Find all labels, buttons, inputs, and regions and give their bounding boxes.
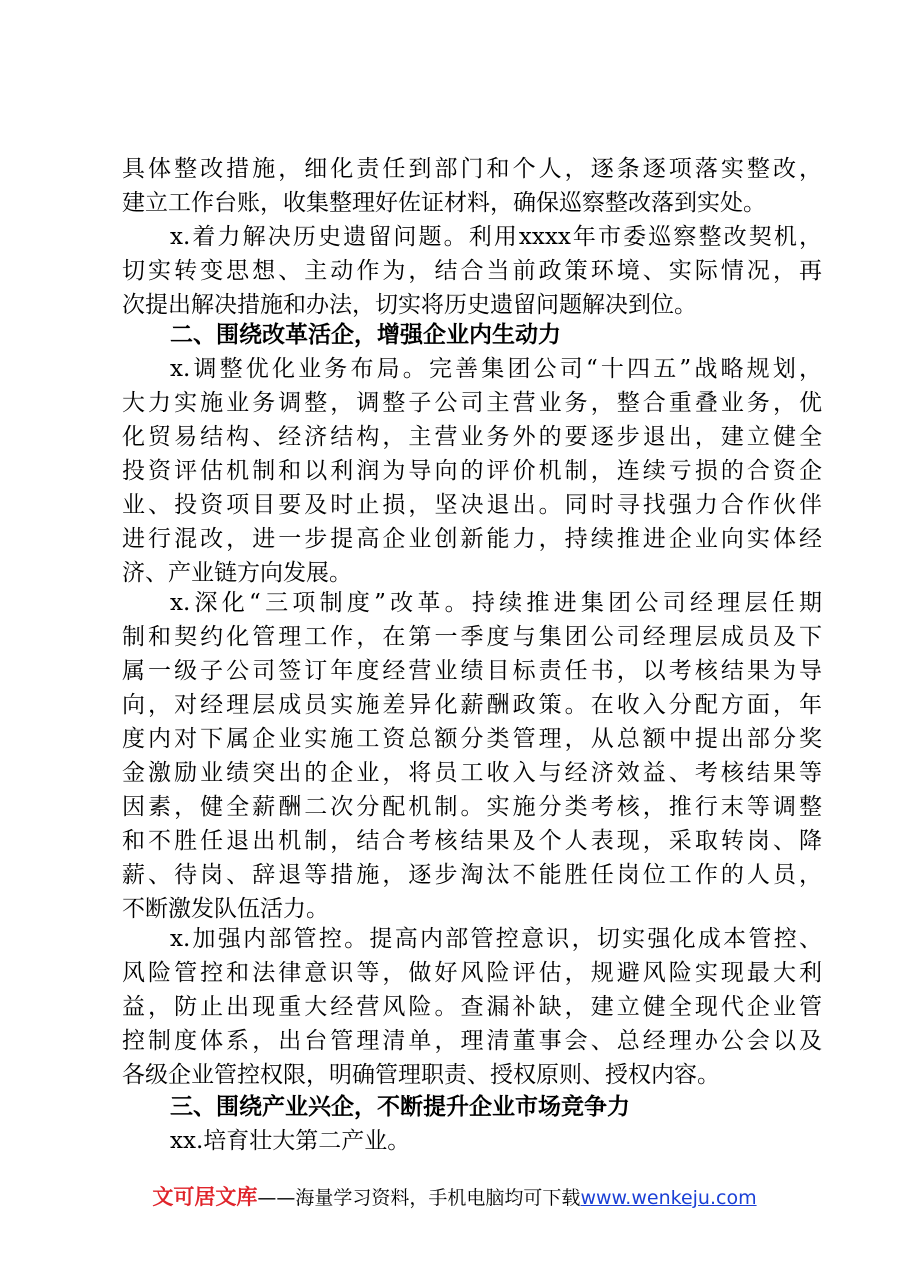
body-text-line: 具体整改措施，细化责任到部门和个人，逐条逐项落实整改， <box>122 156 822 182</box>
body-text-line: 进行混改，进一步提高企业创新能力，持续推进企业向实体经 <box>122 526 822 552</box>
body-text-line: 度内对下属企业实施工资总额分类管理，从总额中提出部分奖 <box>122 726 822 752</box>
body-text-line: 投资评估机制和以利润为导向的评价机制，连续亏损的合资企 <box>122 458 822 484</box>
body-text-line: x.着力解决历史遗留问题。利用xxxx年市委巡察整改契机， <box>170 224 822 250</box>
body-text-line: 和不胜任退出机制，结合考核结果及个人表现，采取转岗、降 <box>122 828 822 854</box>
body-text-line: 风险管控和法律意识等，做好风险评估，规避风险实现最大利 <box>122 960 822 986</box>
body-text-line: 切实转变思想、主动作为，结合当前政策环境、实际情况，再 <box>122 258 822 284</box>
body-text-line: 控制度体系，出台管理清单，理清董事会、总经理办公会以及 <box>122 1028 822 1054</box>
body-text-line: 建立工作台账，收集整理好佐证材料，确保巡察整改落到实处。 <box>122 190 766 216</box>
body-text-line: 不断激发队伍活力。 <box>122 896 329 922</box>
body-text-line: 化贸易结构、经济结构，主营业务外的要逐步退出，建立健全 <box>122 424 822 450</box>
body-text-line: x.深化“三项制度”改革。持续推进集团公司经理层任期 <box>170 590 822 616</box>
body-text-line: 制和契约化管理工作，在第一季度与集团公司经理层成员及下 <box>122 624 822 650</box>
body-text-line: xx.培育壮大第二产业。 <box>170 1128 411 1154</box>
body-text-line: 各级企业管控权限，明确管理职责、授权原则、授权内容。 <box>122 1062 720 1088</box>
footer-tagline: ——海量学习资料，手机电脑均可下载 <box>257 1187 581 1209</box>
body-text-line: 济、产业链方向发展。 <box>122 560 352 586</box>
body-text-line: 薪、待岗、辞退等措施，逐步淘汰不能胜任岗位工作的人员， <box>122 862 822 888</box>
footer-brand: 文可居文库 <box>152 1185 258 1209</box>
body-text-line: x.调整优化业务布局。完善集团公司“十四五”战略规划， <box>170 356 822 382</box>
footer-watermark <box>0 1180 909 1214</box>
body-text-line: 金激励业绩突出的企业，将员工收入与经济效益、考核结果等 <box>122 760 822 786</box>
footer-link[interactable]: www.wenkeju.com <box>580 1187 757 1209</box>
body-text-line: 次提出解决措施和办法，切实将历史遗留问题解决到位。 <box>122 292 697 318</box>
body-text-line: 益，防止出现重大经营风险。查漏补缺，建立健全现代企业管 <box>122 994 822 1020</box>
body-text-line: 因素，健全薪酬二次分配机制。实施分类考核，推行末等调整 <box>122 794 822 820</box>
body-text-line: 大力实施业务调整，调整子公司主营业务，整合重叠业务，优 <box>122 390 822 416</box>
section-heading: 二、围绕改革活企，增强企业内生动力 <box>170 322 561 348</box>
body-text-line: 属一级子公司签订年度经营业绩目标责任书，以考核结果为导 <box>122 658 822 684</box>
body-text-line: x.加强内部管控。提高内部管控意识，切实强化成本管控、 <box>170 926 822 952</box>
section-heading: 三、围绕产业兴企，不断提升企业市场竞争力 <box>170 1094 630 1120</box>
body-text-line: 业、投资项目要及时止损，坚决退出。同时寻找强力合作伙伴 <box>122 492 822 518</box>
body-text-line: 向，对经理层成员实施差异化薪酬政策。在收入分配方面，年 <box>122 692 822 718</box>
